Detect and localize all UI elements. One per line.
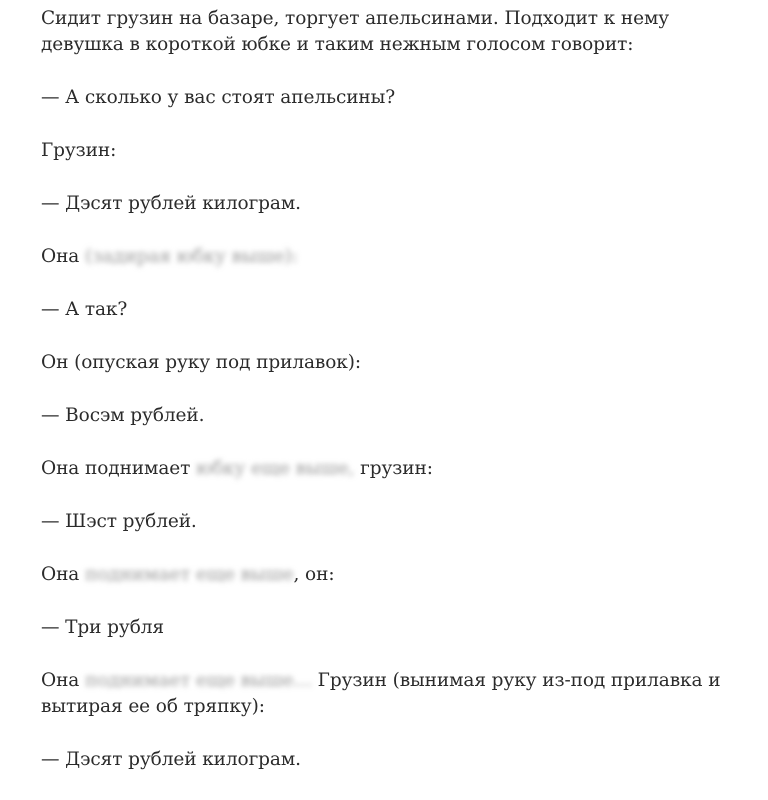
blurred-text: поднимает еще выше… [85,670,312,691]
narration-text: Она [41,564,86,585]
dialogue-line: — Три рубля [41,617,164,638]
dialogue-line: — Дэсят рублей килограм. [41,749,301,770]
intro-paragraph: Сидит грузин на базаре, торгует апельсинами. Подходит к нему девушка в короткой юбке и таким нежным голосом говорит: [41,8,670,55]
blurred-text: юбку еще выше, [196,458,355,479]
dialogue-line: — Шэст рублей. [41,511,197,532]
blurred-text: (задирая юбку выше): [85,246,298,267]
narration-text: грузин: [354,458,433,479]
dialogue-line: — А сколько у вас стоят апельсины? [41,87,396,108]
dialogue-line: — Восэм рублей. [41,405,205,426]
narration-text: Она поднимает [41,458,197,479]
joke-article [41,6,741,800]
dialogue-line: — А так? [41,299,128,320]
narration-line [41,668,741,720]
narration-line [41,562,741,588]
narration-text: Она [41,670,86,691]
narration-text: Она [41,246,86,267]
blurred-text: поднимает еще выше [85,564,294,585]
narration-text: , он: [293,564,335,585]
dialogue-line: — Дэсят рублей килограм. [41,193,301,214]
narration-line [41,456,741,482]
narration-text: Грузин (вынимая руку из-под прилавка и вытирая ее об тряпку): [41,670,721,717]
narration-line: Он (опуская руку под прилавок): [41,352,361,373]
speaker-line: Грузин: [41,140,117,161]
narration-line [41,244,741,270]
